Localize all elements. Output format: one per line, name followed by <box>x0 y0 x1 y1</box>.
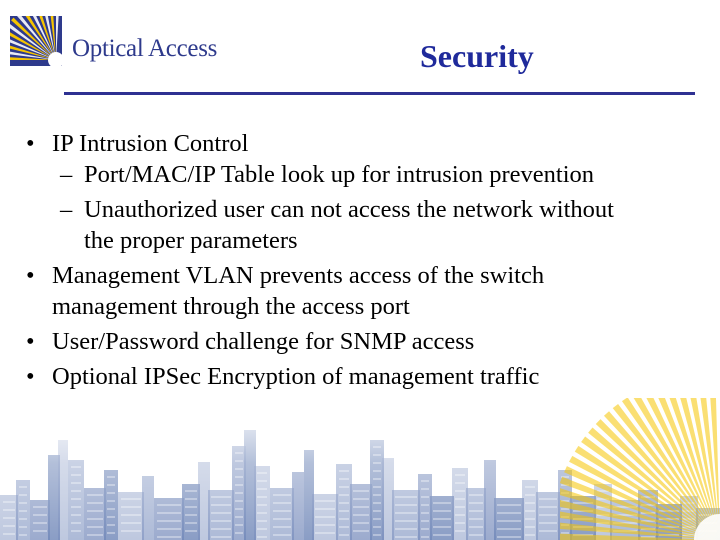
sub-bullet-text-continued: the proper parameters <box>84 227 298 254</box>
bullet-text: Optional IPSec Encryption of management traffic <box>52 363 540 390</box>
dash-mark: – <box>60 196 73 223</box>
bullet-mark: • <box>26 130 35 157</box>
slide-title: Security <box>420 38 534 74</box>
bullet-item <box>26 326 706 357</box>
sub-bullet-text: Unauthorized user can not access the network without <box>84 196 614 223</box>
bullet-text: IP Intrusion Control <box>52 130 249 157</box>
logo <box>10 16 240 68</box>
bullet-item <box>26 361 706 392</box>
sub-bullet-text: Port/MAC/IP Table look up for intrusion prevention <box>84 161 595 188</box>
bullet-mark: • <box>26 328 35 355</box>
bullet-item <box>26 128 706 159</box>
title-underline <box>64 92 695 95</box>
bullet-item <box>26 260 706 322</box>
sub-bullet-item <box>26 159 706 190</box>
bullet-text-continued: management through the access port <box>52 293 410 320</box>
bullet-text: Management VLAN prevents access of the switch <box>52 262 545 289</box>
bullet-text: User/Password challenge for SNMP access <box>52 328 475 355</box>
bullet-mark: • <box>26 262 35 289</box>
bullet-list <box>26 128 706 392</box>
sunburst-logo-icon <box>10 16 62 66</box>
dash-mark: – <box>60 161 73 188</box>
sub-bullet-item <box>26 194 706 256</box>
bullet-mark: • <box>26 363 35 390</box>
logo-text: Optical Access <box>72 35 218 62</box>
sunburst-decoration <box>560 398 720 540</box>
